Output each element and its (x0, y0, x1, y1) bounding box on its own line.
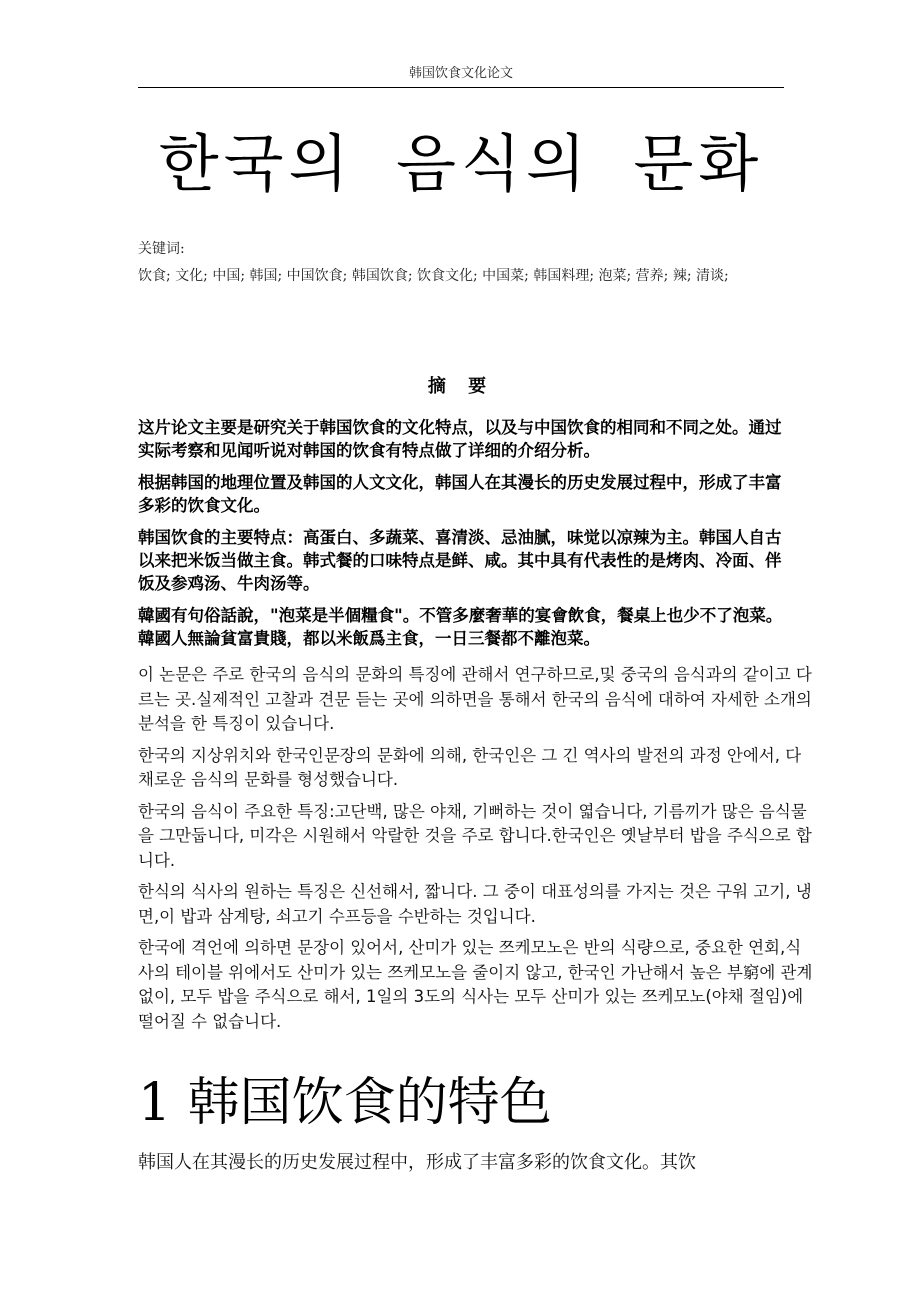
abstract-kr-paragraph: 한식의 식사의 원하는 특징은 신선해서, 짧니다. 그 중이 대표성의를 가지는 것은 구워 고기, 냉면,이 밥과 삼계탕, 쇠고기 수프등을 수반하는 것입니다. (138, 882, 812, 926)
abstract-kr-paragraph: 이 논문은 주로 한국의 음식의 문화의 특징에 관해서 연구하므로,및 중국의 음식과의 같이고 다르는 곳.실제적인 고찰과 견문 듣는 곳에 의하면을 통해서 한국의 음식에 대하여 자세한 소개의 분석을 한 특징이 있습니다. (138, 665, 812, 733)
abstract-heading: 摘 要 (427, 376, 495, 397)
abstract-kr-paragraph: 한국의 지상위치와 한국인문장의 문화에 의해, 한국인은 그 긴 역사의 발전의 과정 안에서, 다채로운 음식의 문화를 형성했습니다. (138, 745, 802, 789)
abstract-cn-paragraph: 根据韩国的地理位置及韩国的人文文化，韩国人在其漫长的历史发展过程中，形成了丰富多彩的饮食文化。 (138, 473, 782, 515)
keywords-list: 饮食; 文化; 中国; 韩国; 中国饮食; 韩国饮食; 饮食文化; 中国菜; 韩国料理; 泡菜; 营养; 辣; 清谈; (138, 268, 729, 284)
abstract-korean (138, 663, 814, 1041)
abstract-cn-paragraph: 这片论文主要是研究关于韩国饮食的文化特点，以及与中国饮食的相同和不同之处。通过实际考察和见闻听说对韩国的饮食有特点做了详细的介绍分析。 (138, 418, 782, 460)
running-header: 韩国饮食文化论文 (138, 62, 784, 88)
abstract-chinese (138, 416, 788, 659)
abstract-cn-paragraph: 韩国饮食的主要特点：高蛋白、多蔬菜、喜清淡、忌油腻，味觉以凉辣为主。韩国人自古以来把米饭当做主食。韩式餐的口味特点是鲜、咸。其中具有代表性的是烤肉、冷面、伴饭及参鸡汤、牛肉汤等。 (138, 528, 782, 593)
section-paragraph: 韩国人在其漫长的历史发展过程中，形成了丰富多彩的饮食文化。其饮 (138, 1152, 696, 1173)
keywords-label: 关键词: (138, 241, 185, 257)
section-heading: 1 韩国饮食的特色 (138, 1073, 552, 1133)
document-title: 한국의 음식의 문화 (158, 127, 764, 200)
abstract-kr-paragraph: 한국에 격언에 의하면 문장이 있어서, 산미가 있는 쯔케모노은 반의 식량으로, 중요한 연회,식사의 테이블 위에서도 산미가 있는 쯔케모노을 줄이지 않고, 한국인 가난해서 높은 부窮에 관계 없이, 모두 밥을 주식으로 해서, 1일의 3도의 식사는 모두 산미가 있는 쯔케모노(야채 절임)에 떨어질 수 없습니다. (138, 938, 813, 1031)
abstract-kr-paragraph: 한국의 음식이 주요한 특징:고단백, 많은 야채, 기뻐하는 것이 엷습니다, 기름끼가 많은 음식물을 그만둡니다, 미각은 시원해서 악랄한 것을 주로 합니다.한국인은 옛날부터 밥을 주식으로 합니다. (138, 801, 812, 870)
abstract-cn-paragraph: 韓國有句俗話說，"泡菜是半個糧食"。不管多麼奢華的宴會飲食，餐桌上也少不了泡菜。韓國人無論貧富貴賤，都以米飯爲主食，一日三餐都不離泡菜。 (138, 606, 783, 648)
